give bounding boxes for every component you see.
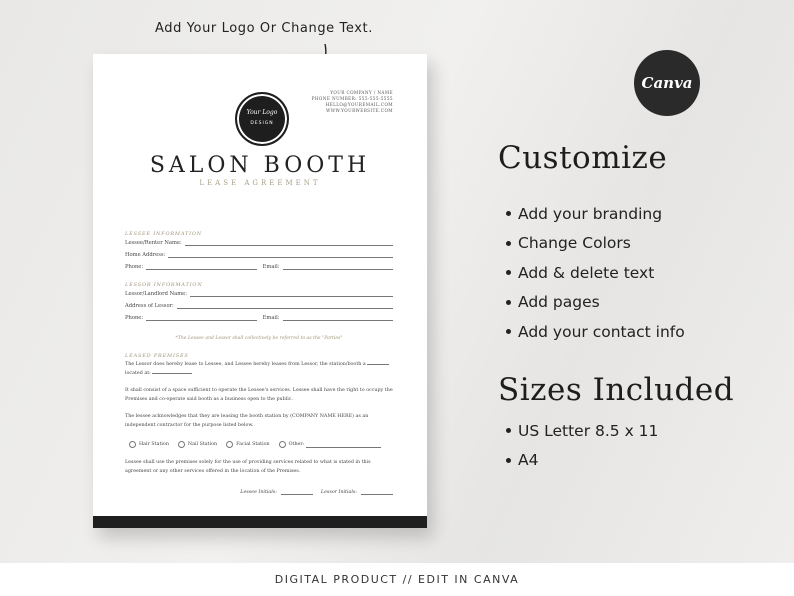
customize-list — [506, 199, 685, 347]
contact-line: HELLO@YOUREMAIL.COM — [325, 102, 393, 107]
blank-line — [152, 373, 192, 374]
list-item: US Letter 8.5 x 11 — [506, 416, 658, 446]
radio-circle-icon — [279, 441, 286, 448]
lessee-name-field — [125, 238, 393, 246]
field-label: Email: — [262, 315, 280, 321]
option-nail-station[interactable]: Nail Station — [178, 441, 217, 448]
list-item: Add pages — [506, 288, 685, 318]
list-item: A4 — [506, 446, 658, 476]
lessee-heading: LESSEE INFORMATION — [125, 231, 202, 237]
blank-line — [185, 239, 393, 246]
station-options — [129, 441, 393, 448]
blank-line — [367, 364, 389, 365]
field-label: Lessee/Renter Name: — [125, 240, 182, 246]
sizes-heading: Sizes Included — [498, 372, 735, 408]
bullet-dot-icon — [506, 300, 511, 305]
option-hair-station[interactable]: Hair Station — [129, 441, 169, 448]
bullet-dot-icon — [506, 458, 511, 463]
bullet-dot-icon — [506, 329, 511, 334]
contact-line: YOUR COMPANY / NAME — [330, 90, 393, 95]
lessor-phone-email-field — [125, 313, 393, 321]
footer-banner: DIGITAL PRODUCT // EDIT IN CANVA — [0, 563, 794, 596]
contact-line: PHONE NUMBER: 555-555-5555 — [311, 96, 393, 101]
field-label: Email: — [262, 264, 280, 270]
customize-heading: Customize — [498, 140, 668, 176]
blank-line — [281, 489, 313, 495]
field-label: Phone: — [125, 264, 144, 270]
blank-line — [190, 290, 393, 297]
blank-line — [146, 263, 257, 270]
list-item: Add your branding — [506, 199, 685, 229]
bullet-dot-icon — [506, 428, 511, 433]
lessee-address-field — [125, 250, 393, 258]
list-item: Add & delete text — [506, 258, 685, 288]
field-label: Lessor/Landlord Name: — [125, 291, 187, 297]
field-label: Phone: — [125, 315, 144, 321]
list-item: Change Colors — [506, 229, 685, 259]
parties-note: *The Lessee and Lessor shall collectively be referred to as the "Parties" — [175, 336, 343, 341]
lessee-initials: Lessee Initials: — [240, 489, 313, 495]
premises-paragraph-2: It shall consist of a space sufficient to operate the Lessee's services. Lessee shall have the right to occupy the Premises and co-operate said booth as a business open to the public. — [125, 388, 393, 402]
lessor-name-field — [125, 289, 393, 297]
blank-line — [283, 314, 394, 321]
blank-line — [177, 302, 393, 309]
bullet-dot-icon — [506, 211, 511, 216]
option-other[interactable]: Other: — [279, 441, 382, 448]
premises-paragraph-4: Lessee shall use the premises solely for the use of providing services related to what is stated in this agreement or any other services offered in the location of the Premises. — [125, 460, 371, 474]
blank-line — [168, 251, 393, 258]
field-label: Address of Lessor: — [125, 303, 174, 309]
paragraph-text: located at: — [125, 371, 151, 376]
logo-design-text: DESIGN — [250, 121, 274, 126]
lessor-address-field — [125, 301, 393, 309]
list-item: Add your contact info — [506, 317, 685, 347]
radio-circle-icon — [178, 441, 185, 448]
lessee-phone-email-field — [125, 262, 393, 270]
top-note: Add Your Logo Or Change Text. — [155, 21, 373, 36]
option-facial-station[interactable]: Facial Station — [226, 441, 270, 448]
leased-premises-heading: LEASED PREMISES — [125, 353, 189, 359]
blank-line — [306, 442, 381, 448]
blank-line — [146, 314, 257, 321]
document-footer-bar — [93, 516, 427, 528]
lessor-initials: Lessor Initials: — [321, 489, 393, 495]
document-subtitle: LEASE AGREEMENT — [199, 179, 321, 187]
lessor-heading: LESSOR INFORMATION — [125, 282, 203, 288]
paragraph-text: The Lessor does hereby lease to Lessee, and Lessee hereby leases from Lessor, the station/booth a — [125, 362, 366, 367]
bullet-dot-icon — [506, 241, 511, 246]
blank-line — [283, 263, 394, 270]
premises-paragraph-1 — [125, 360, 395, 378]
lease-document — [93, 54, 427, 528]
initials-row — [125, 489, 393, 495]
sizes-list — [506, 416, 658, 475]
canva-badge: Canva — [634, 50, 700, 116]
contact-block — [312, 90, 393, 114]
radio-circle-icon — [129, 441, 136, 448]
radio-circle-icon — [226, 441, 233, 448]
blank-line — [361, 489, 393, 495]
logo-script-text: Your Logo — [246, 109, 278, 116]
premises-paragraph-3: The lessee acknowledges that they are leasing the booth station by (COMPANY NAME HERE) as an independent contractor for the purpose listed below. — [125, 414, 369, 428]
logo-placeholder — [235, 92, 289, 146]
document-title: SALON BOOTH — [149, 153, 371, 178]
bullet-dot-icon — [506, 270, 511, 275]
field-label: Home Address: — [125, 252, 166, 258]
contact-line: WWW.YOURWEBSITE.COM — [326, 108, 393, 113]
